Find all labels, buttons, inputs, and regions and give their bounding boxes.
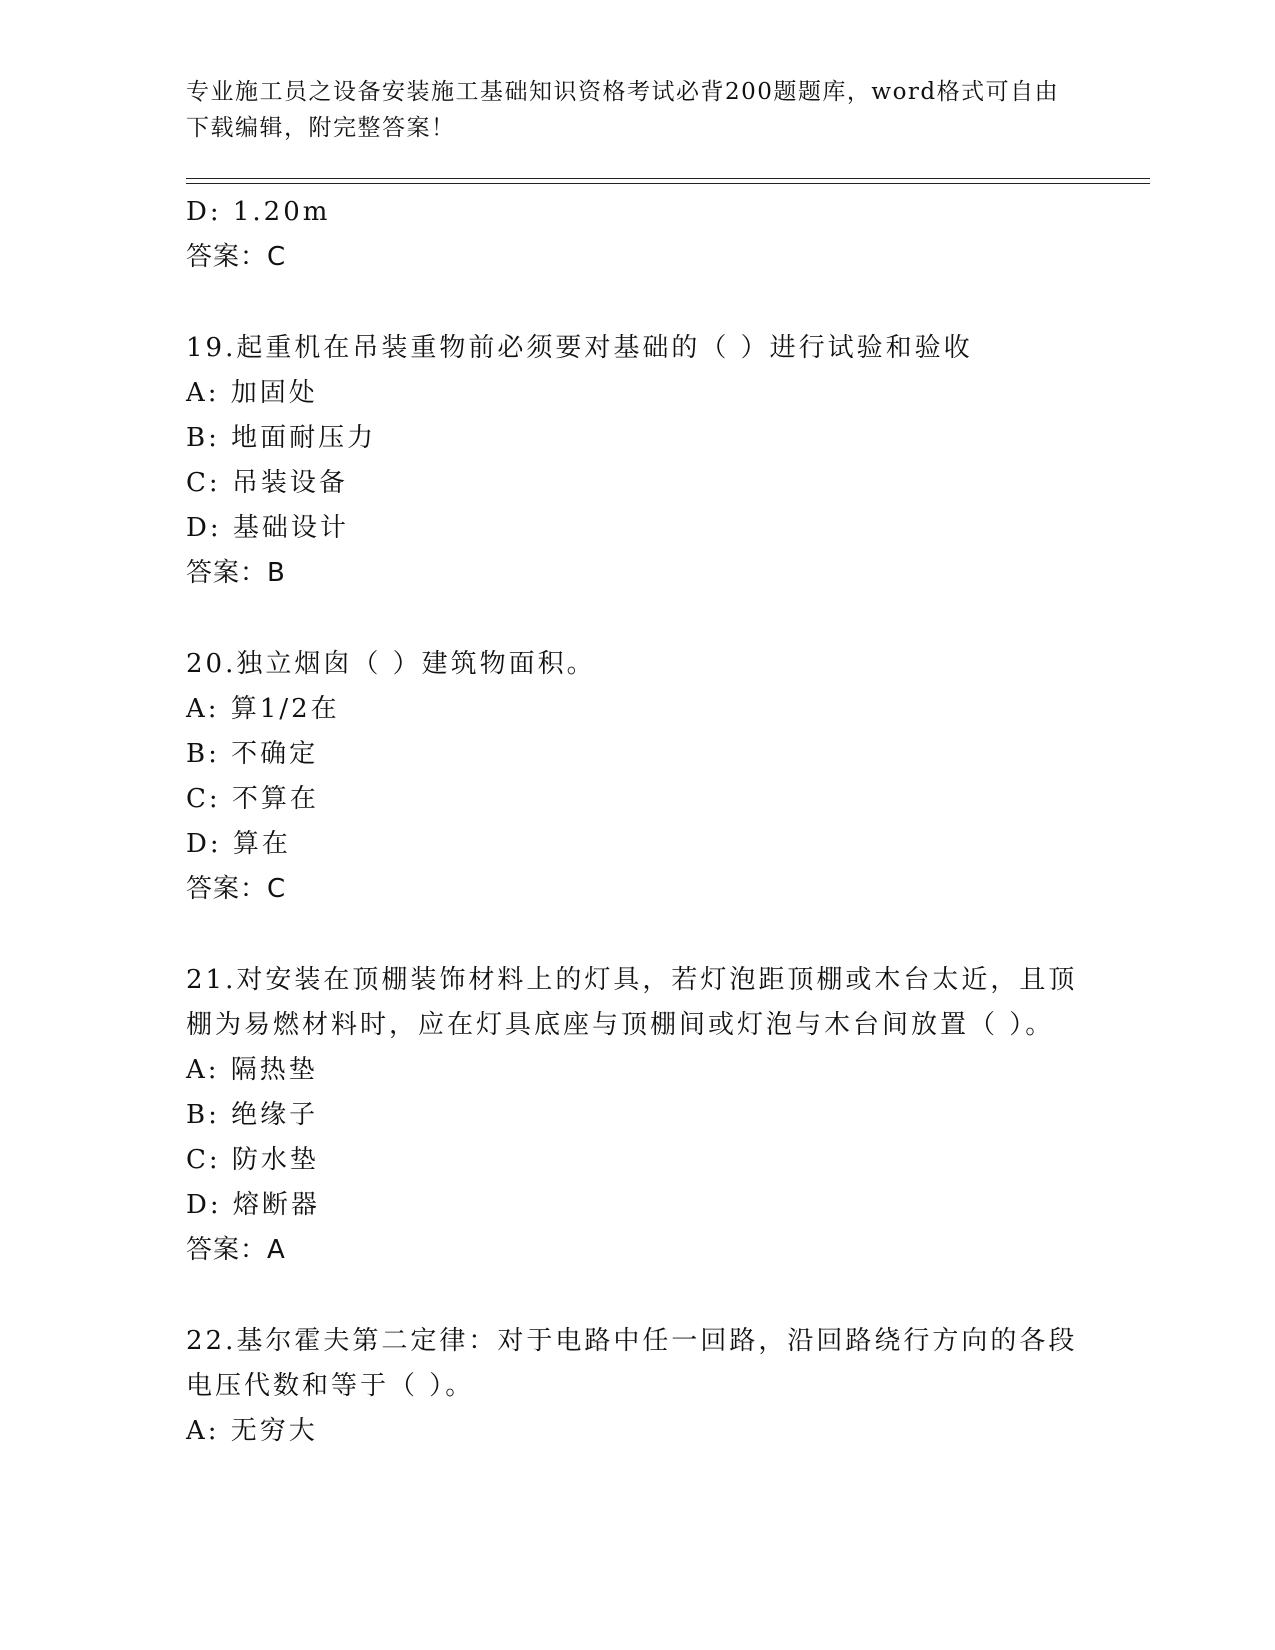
answer: 答案：A — [186, 1235, 286, 1265]
header-rule-bottom — [186, 183, 1150, 184]
question-text-line-1: 21.对安装在顶棚装饰材料上的灯具，若灯泡距顶棚或木台太近，且顶 — [186, 965, 1078, 995]
question-text: 20.独立烟囱（ ）建筑物面积。 — [186, 649, 596, 679]
option-c: C: 不算在 — [186, 784, 319, 814]
header-rule-top — [186, 178, 1150, 179]
question-text: 19.起重机在吊装重物前必须要对基础的（ ）进行试验和验收 — [186, 333, 973, 363]
option-b: B: 不确定 — [186, 739, 319, 769]
question-22 — [186, 1319, 1086, 1454]
question-text-line-2: 电压代数和等于（ ）。 — [186, 1371, 475, 1401]
question-list — [186, 190, 1086, 1454]
question-19 — [186, 326, 1086, 596]
header-line-2: 下载编辑，附完整答案！ — [186, 115, 456, 141]
prev-option-d: D: 1.20m — [186, 197, 331, 227]
option-d: D: 熔断器 — [186, 1190, 320, 1220]
question-text-line-2: 棚为易燃材料时，应在灯具底座与顶棚间或灯泡与木台间放置（ ）。 — [186, 1010, 1055, 1040]
option-d: D: 算在 — [186, 829, 291, 859]
option-b: B: 绝缘子 — [186, 1100, 319, 1130]
document-header — [186, 74, 1066, 146]
option-a: A: 加固处 — [186, 378, 318, 408]
option-a: A: 算1/2在 — [186, 694, 340, 724]
option-c: C: 吊装设备 — [186, 468, 348, 498]
option-a: A: 无穷大 — [186, 1416, 318, 1446]
option-c: C: 防水垫 — [186, 1145, 319, 1175]
question-21 — [186, 958, 1086, 1273]
option-d: D: 基础设计 — [186, 513, 349, 543]
answer: 答案：C — [186, 874, 287, 904]
header-line-1: 专业施工员之设备安装施工基础知识资格考试必背200题题库，word格式可自由 — [186, 79, 1060, 105]
question-text-line-1: 22.基尔霍夫第二定律：对于电路中任一回路，沿回路绕行方向的各段 — [186, 1326, 1078, 1356]
prev-answer: 答案：C — [186, 242, 287, 272]
question-20 — [186, 642, 1086, 912]
option-b: B: 地面耐压力 — [186, 423, 377, 453]
option-a: A: 隔热垫 — [186, 1055, 318, 1085]
answer: 答案：B — [186, 558, 286, 588]
